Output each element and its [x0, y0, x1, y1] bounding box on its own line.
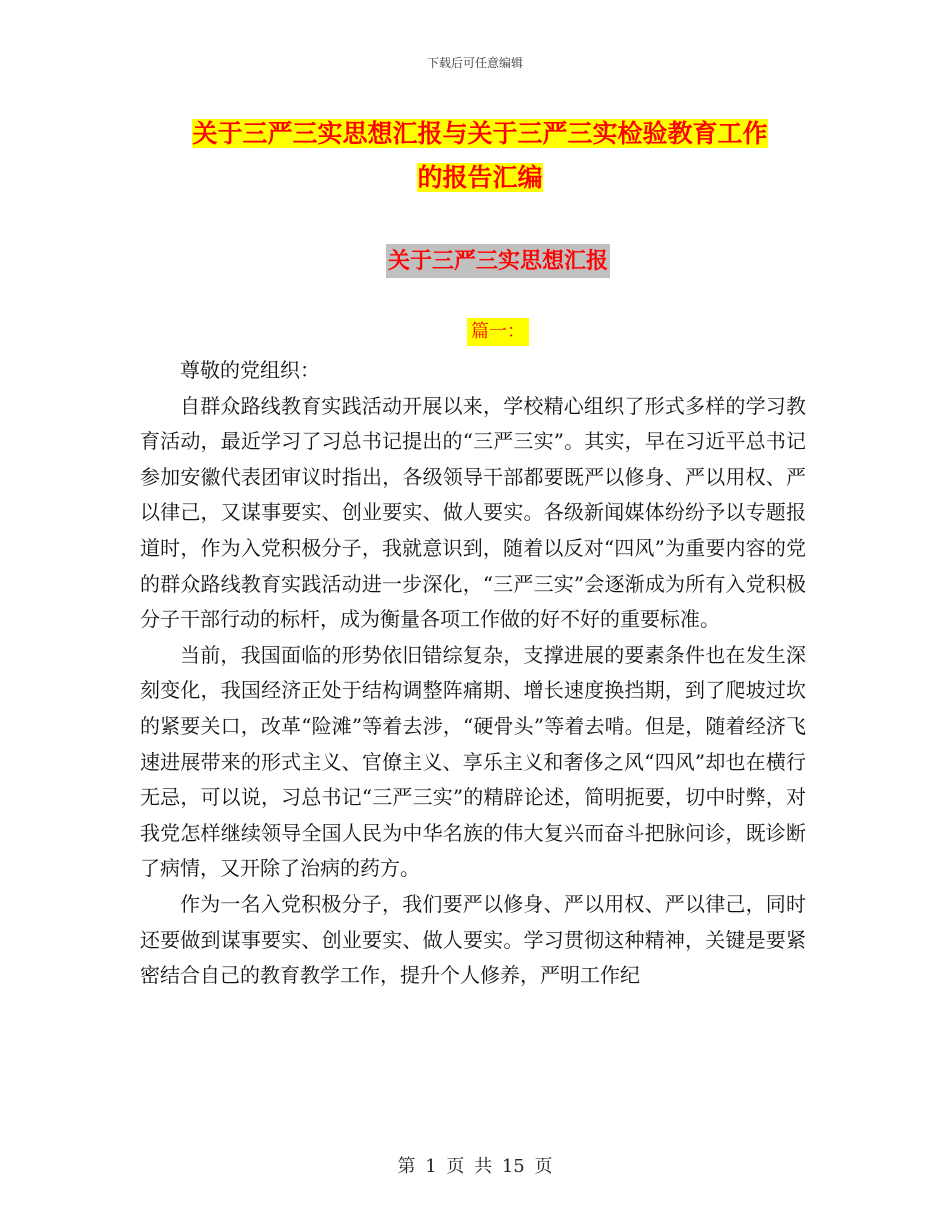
document-title-line-2: 的报告汇编: [417, 163, 543, 192]
document-title: [140, 112, 820, 200]
document-title-line-1: 关于三严三实思想汇报与关于三严三实检验教育工作: [192, 119, 768, 148]
page-number-footer: 第 1 页 共 15 页: [397, 1156, 553, 1177]
body-paragraph: 自群众路线教育实践活动开展以来，学校精心组织了形式多样的学习教育活动，最近学习了习总书记提出的“三严三实”。其实，早在习近平总书记参加安徽代表团审议时指出，各级领导干部都要既严以修身、严以用权、严以律己，又谋事要实、创业要实、做人要实。各级新闻媒体纷纷予以专题报道时，作为入党积极分子，我就意识到，随着以反对“四风”为重要内容的党的群众路线教育实践活动进一步深化，“三严三实”会逐渐成为所有入党积极分子干部行动的标杆，成为衡量各项工作做的好不好的重要标准。: [140, 393, 806, 632]
salutation-paragraph: 尊敬的党组织：: [180, 358, 320, 382]
body-paragraph: 作为一名入党积极分子，我们要严以修身、严以用权、严以律己，同时还要做到谋事要实、创业要实、做人要实。学习贯彻这种精神，关键是要紧密结合自己的教育教学工作，提升个人修养，严明工作纪: [140, 891, 806, 988]
part-heading: [0, 318, 950, 346]
body-paragraph: 当前，我国面临的形势依旧错综复杂，支撑进展的要素条件也在发生深刻变化，我国经济正处于结构调整阵痛期、增长速度换挡期，到了爬坡过坎的紧要关口，改革“险滩”等着去涉，“硬骨头”等着去啃。但是，随着经济飞速进展带来的形式主义、官僚主义、享乐主义和奢侈之风“四风”却也在横行无忌，可以说，习总书记“三严三实”的精辟论述，简明扼要，切中时弊，对我党怎样继续领导全国人民为中华名族的伟大复兴而奋斗把脉问诊，既诊断了病情，又开除了治病的药方。: [140, 642, 806, 881]
page-header-note: 下载后可任意编辑: [426, 56, 523, 70]
section-title: 关于三严三实思想汇报: [386, 244, 610, 278]
part-label: 篇一：: [467, 318, 529, 346]
document-body: [140, 353, 806, 994]
section-heading: [0, 244, 950, 278]
